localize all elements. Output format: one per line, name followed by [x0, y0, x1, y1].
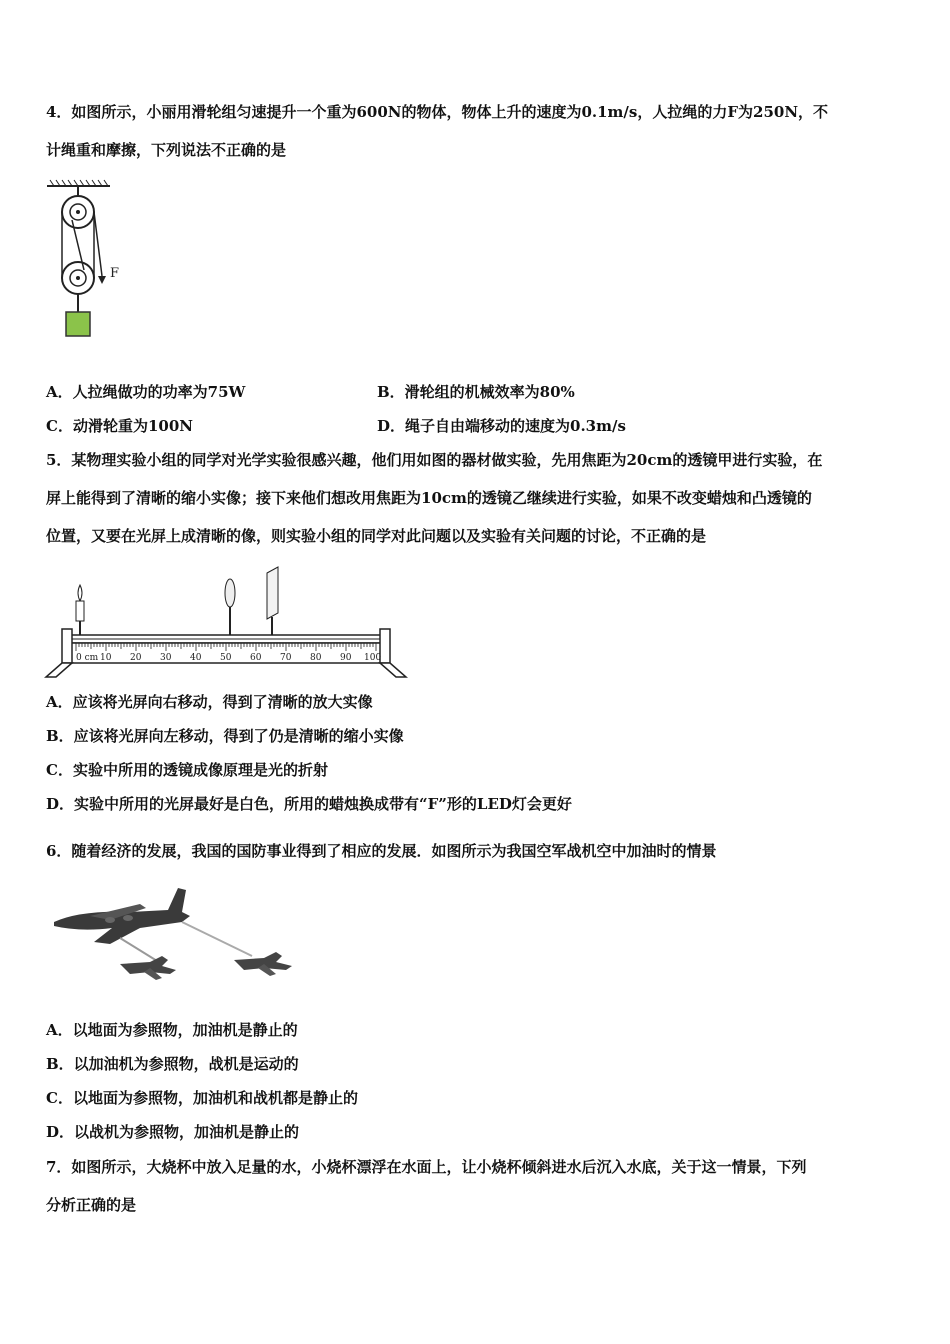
aerial-refueling-figure [50, 882, 305, 987]
q4-option-a: A．人拉绳做功的功率为75W [46, 383, 246, 401]
ruler-tick-label: 20 [130, 653, 142, 663]
q4-stem-line-2: 计绳重和摩擦，下列说法不正确的是 [46, 141, 287, 159]
q7-stem-line-2: 分析正确的是 [46, 1196, 137, 1214]
ruler-tick-label: 60 [250, 653, 262, 663]
q7-stem-line-1: 7．如图所示，大烧杯中放入足量的水，小烧杯漂浮在水面上，让小烧杯倾斜进水后沉入水底，关于这一情景，下列 [46, 1158, 807, 1176]
q5-option-d: D．实验中所用的光屏最好是白色，所用的蜡烛换成带有“F”形的LED灯会更好 [46, 795, 572, 813]
ruler-tick-label: 40 [190, 653, 202, 663]
tanker-aircraft [54, 888, 190, 944]
q5-stem-line-2: 屏上能得到了清晰的缩小实像；接下来他们想改用焦距为10cm的透镜乙继续进行实验，如果不改变蜡烛和凸透镜的 [46, 489, 812, 507]
ruler-tick-label: 90 [340, 653, 352, 663]
q5-stem-line-3: 位置，又要在光屏上成清晰的像，则实验小组的同学对此问题以及实验有关问题的讨论，不正确的是 [46, 527, 707, 545]
pulley-figure [42, 178, 132, 343]
q6-option-b: B．以加油机为参照物，战机是运动的 [46, 1055, 299, 1073]
q4-option-b: B．滑轮组的机械效率为80% [377, 383, 575, 401]
q5-stem-line-1: 5．某物理实验小组的同学对光学实验很感兴趣，他们用如图的器材做实验，先用焦距为20cm的透镜甲进行实验，在 [46, 451, 823, 469]
q6-option-d: D．以战机为参照物，加油机是静止的 [46, 1123, 300, 1141]
force-label: F [110, 266, 120, 281]
q5-option-a: A．应该将光屏向右移动，得到了清晰的放大实像 [46, 693, 373, 711]
q5-option-b: B．应该将光屏向左移动，得到了仍是清晰的缩小实像 [46, 727, 404, 745]
q4-stem-line-1: 4．如图所示，小丽用滑轮组匀速提升一个重为600N的物体，物体上升的速度为0.1m/s，人拉绳的力F为250N，不 [46, 103, 829, 121]
ruler-tick-label: 0 cm [76, 653, 99, 663]
ruler-tick-label: 100 [364, 653, 382, 663]
q6-option-c: C．以地面为参照物，加油机和战机都是静止的 [46, 1089, 358, 1107]
ruler-tick-label: 80 [310, 653, 322, 663]
ruler-tick-label: 50 [220, 653, 232, 663]
ruler-tick-label: 30 [160, 653, 172, 663]
q6-stem-line-1: 6．随着经济的发展，我国的国防事业得到了相应的发展．如图所示为我国空军战机空中加油时的情景 [46, 842, 717, 860]
ruler-tick-label: 70 [280, 653, 292, 663]
q5-option-c: C．实验中所用的透镜成像原理是光的折射 [46, 761, 328, 779]
q4-option-d: D．绳子自由端移动的速度为0.3m/s [377, 417, 626, 435]
q6-option-a: A．以地面为参照物，加油机是静止的 [46, 1021, 298, 1039]
optical-bench-figure [42, 563, 412, 681]
fighter-jet-right [234, 952, 292, 976]
weight-block [66, 312, 90, 336]
ruler-tick-label: 10 [100, 653, 112, 663]
q4-option-c: C．动滑轮重为100N [46, 417, 193, 435]
fighter-jet-left [120, 956, 176, 980]
